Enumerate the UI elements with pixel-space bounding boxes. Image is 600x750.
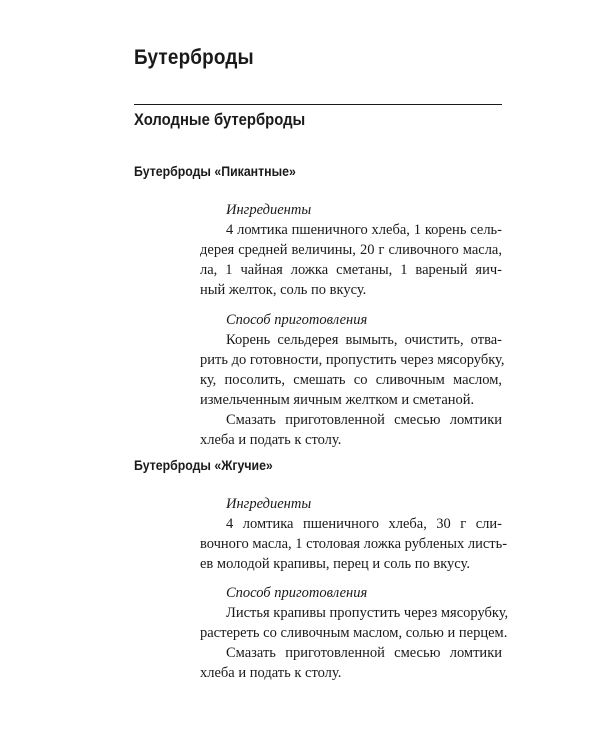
text-line: дерея средней величины, 20 г сливочного масла,: [200, 242, 502, 258]
text-line: Листья крапивы пропустить через мясорубку,: [226, 605, 509, 621]
page-title: Бутерброды: [134, 46, 254, 69]
method-heading: Способ приготовления: [226, 312, 368, 328]
text-line: 4 ломтика пшеничного хлеба, 30 г сли-: [226, 516, 502, 532]
text-line: рить до готовности, пропустить через мясорубку,: [200, 352, 505, 368]
text-line: ный желток, соль по вкусу.: [200, 282, 367, 298]
method-block: [200, 583, 509, 683]
text-line: растереть со сливочным маслом, солью и перцем.: [200, 625, 508, 641]
ingredients-block: [200, 200, 502, 300]
text-line: 4 ломтика пшеничного хлеба, 1 корень сель-: [226, 222, 502, 238]
ingredients-heading: Ингредиенты: [226, 202, 312, 218]
text-line: вочного масла, 1 столовая ложка рубленых листь-: [200, 536, 508, 552]
method-block: [200, 310, 505, 450]
text-line: хлеба и подать к столу.: [200, 665, 342, 681]
text-line: Корень сельдерея вымыть, очистить, отва-: [226, 332, 502, 348]
section-divider: [134, 104, 502, 105]
text-line: ку, посолить, смешать со сливочным маслом,: [200, 372, 502, 388]
recipe-title: Бутерброды «Жгучие»: [134, 457, 273, 473]
ingredients-block: [200, 494, 508, 574]
text-line: Смазать приготовленной смесью ломтики: [226, 645, 502, 661]
recipe-title: Бутерброды «Пикантные»: [134, 163, 296, 179]
text-line: измельченным яичным желтком и сметаной.: [200, 392, 475, 408]
text-line: ев молодой крапивы, перец и соль по вкусу.: [200, 556, 470, 572]
text-line: ла, 1 чайная ложка сметаны, 1 вареный яич-: [200, 262, 502, 278]
section-title: Холодные бутерброды: [134, 111, 306, 129]
ingredients-heading: Ингредиенты: [226, 496, 312, 512]
text-line: Смазать приготовленной смесью ломтики: [226, 412, 502, 428]
method-heading: Способ приготовления: [226, 585, 368, 601]
text-line: хлеба и подать к столу.: [200, 432, 342, 448]
